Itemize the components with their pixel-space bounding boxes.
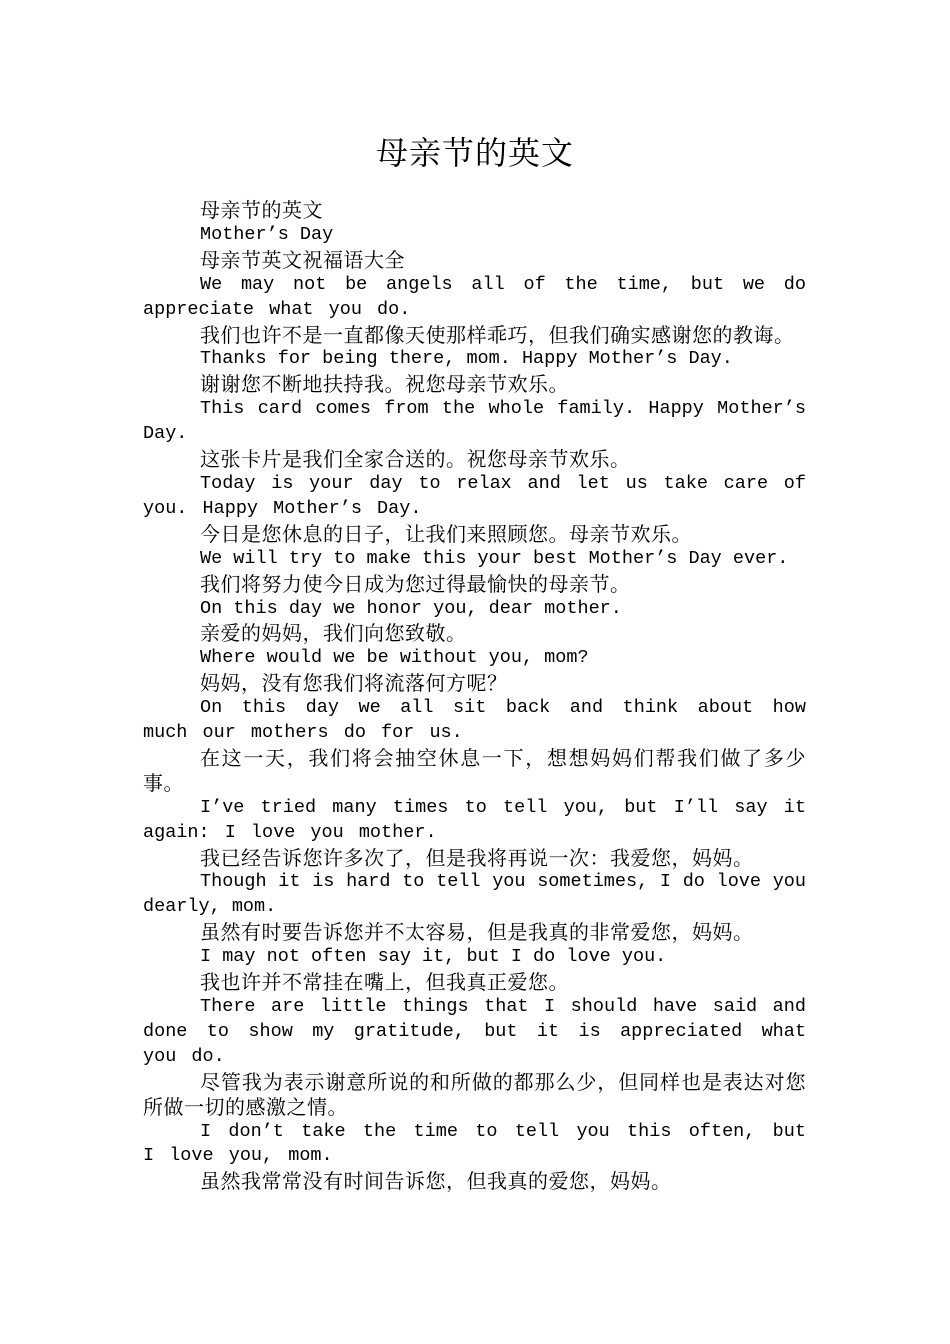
document-body — [143, 198, 806, 1194]
paragraph: 妈妈，没有您我们将流落何方呢？ — [200, 671, 508, 696]
paragraph: I may not often say it, but I do love you. — [200, 946, 667, 968]
paragraph: 虽然我常常没有时间告诉您，但我真的爱您，妈妈。 — [200, 1169, 672, 1194]
paragraph: 我们将努力使今日成为您过得最愉快的母亲节。 — [200, 571, 631, 596]
paragraph: Mother’s Day — [200, 223, 334, 245]
paragraph: Today is your day to relax and let us take care of you. Happy Mother’s Day. — [143, 472, 806, 519]
document-title: 母亲节的英文 — [375, 134, 574, 172]
paragraph: Thanks for being there, mom. Happy Mother’s Day. — [200, 348, 733, 370]
paragraph: 尽管我为表示谢意所说的和所做的都那么少，但同样也是表达对您所做一切的感激之情。 — [143, 1069, 806, 1119]
paragraph: 母亲节的英文 — [200, 198, 323, 222]
paragraph: 谢谢您不断地扶持我。祝您母亲节欢乐。 — [200, 372, 569, 397]
paragraph: I don’t take the time to tell you this often, but I love you, mom. — [143, 1120, 806, 1167]
paragraph: Where would we be without you, mom? — [200, 647, 589, 669]
paragraph: 在这一天，我们将会抽空休息一下，想想妈妈们帮我们做了多少事。 — [143, 745, 806, 795]
paragraph: 母亲节英文祝福语大全 — [200, 247, 405, 272]
paragraph: 亲爱的妈妈，我们向您致敬。 — [200, 621, 467, 646]
paragraph: 今日是您休息的日子，让我们来照顾您。母亲节欢乐。 — [200, 521, 692, 546]
paragraph: On this day we honor you, dear mother. — [200, 597, 622, 619]
paragraph: 这张卡片是我们全家合送的。祝您母亲节欢乐。 — [200, 447, 631, 472]
paragraph: Though it is hard to tell you sometimes, I do love you dearly, mom. — [143, 871, 806, 918]
paragraph: This card comes from the whole family. Happy Mother’s Day. — [143, 398, 806, 445]
paragraph: 虽然有时要告诉您并不太容易，但是我真的非常爱您，妈妈。 — [200, 920, 754, 945]
paragraph: There are little things that I should have said and done to show my gratitude, but it is appreciated what you do. — [143, 996, 806, 1067]
paragraph: 我们也许不是一直都像天使那样乖巧，但我们确实感谢您的教诲。 — [200, 322, 795, 347]
paragraph: I’ve tried many times to tell you, but I’ll say it again: I love you mother. — [143, 796, 806, 843]
paragraph: On this day we all sit back and think about how much our mothers do for us. — [143, 697, 806, 744]
paragraph: 我已经告诉您许多次了，但是我将再说一次：我爱您，妈妈。 — [200, 845, 754, 870]
paragraph: We will try to make this your best Mother’s Day ever. — [200, 547, 789, 569]
paragraph: 我也许并不常挂在嘴上，但我真正爱您。 — [200, 970, 569, 995]
paragraph: We may not be angels all of the time, but we do appreciate what you do. — [143, 273, 806, 320]
